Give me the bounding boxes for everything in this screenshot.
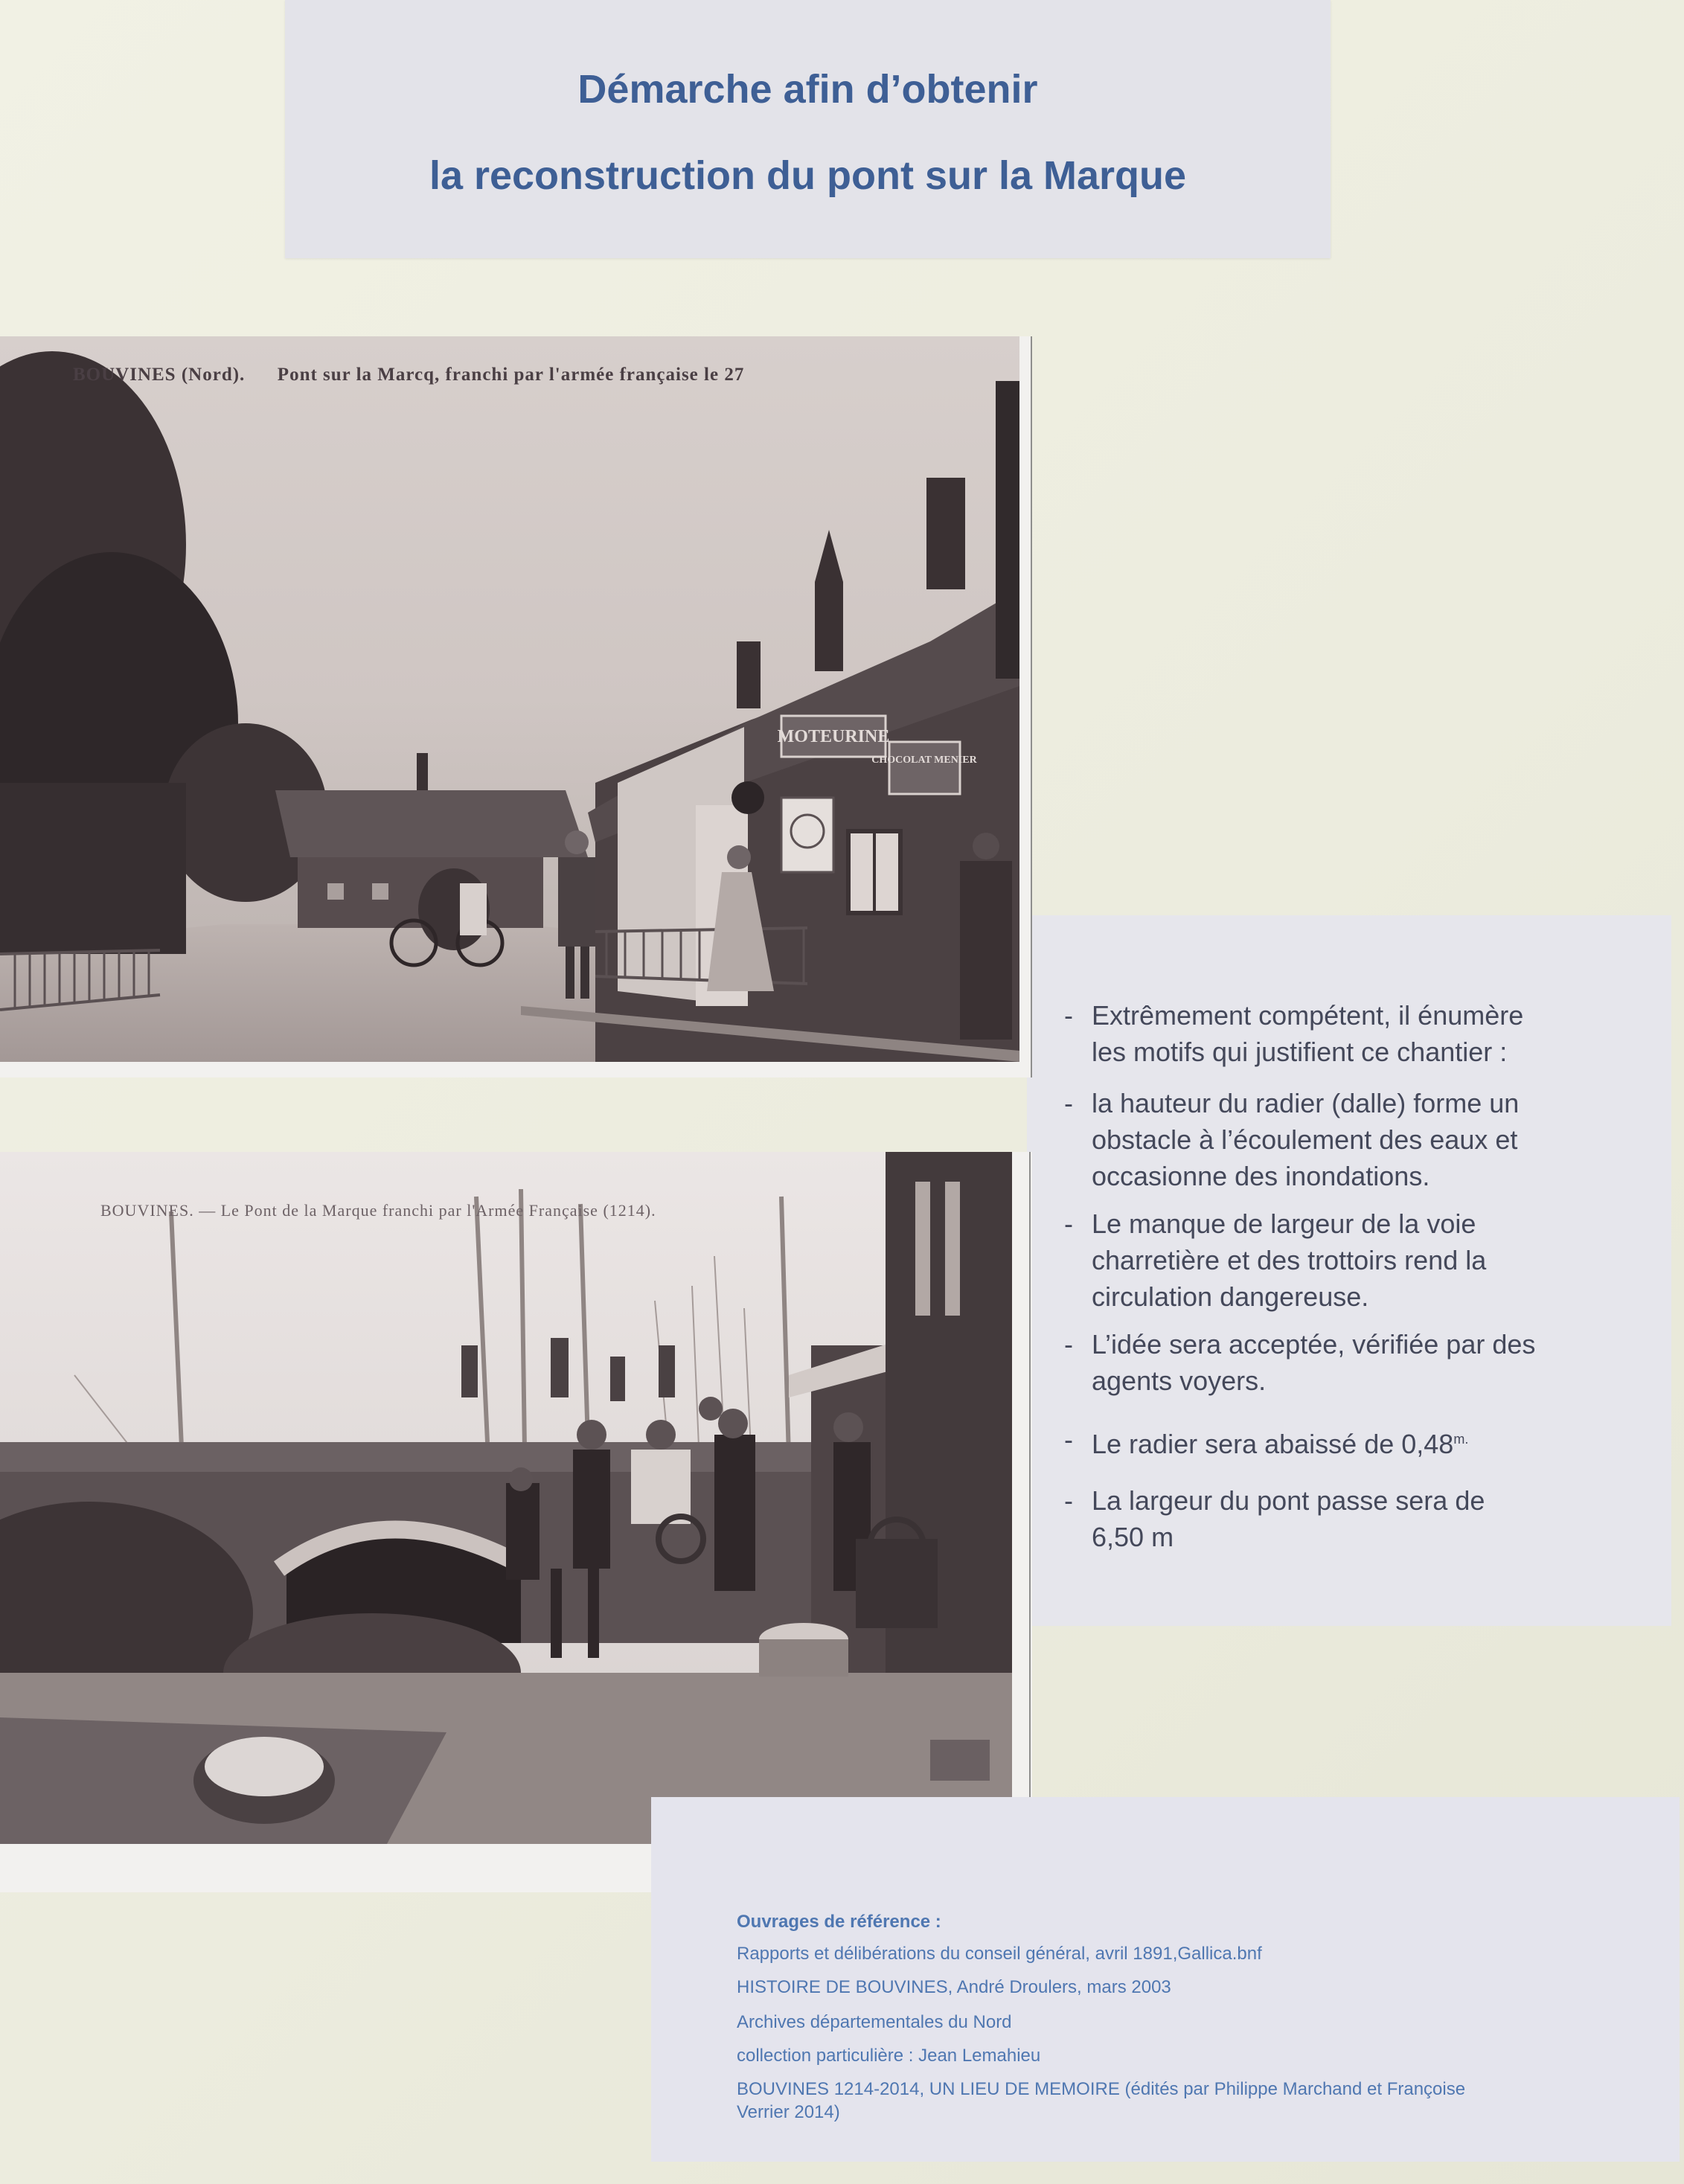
bullet-item-4 — [1064, 1326, 1659, 1399]
bullet-line: charretière et des trottoirs rend la — [1092, 1245, 1487, 1275]
bullet-dash: - — [1064, 1329, 1073, 1360]
bullet-dash: - — [1064, 1000, 1073, 1031]
bridge-scene-image — [0, 1152, 1032, 1892]
title-card — [285, 0, 1331, 258]
title-line-2: la reconstruction du pont sur la Marque — [429, 153, 1187, 198]
bullet-line: la hauteur du radier (dalle) forme un — [1092, 1088, 1520, 1118]
reference-item: collection particulière : Jean Lemahieu — [737, 2046, 1041, 2066]
reference-item: Rapports et délibérations du conseil général, avril 1891,Gallica.bnf — [737, 1944, 1262, 1964]
unit-superscript: m. — [1453, 1432, 1469, 1447]
postcard-photo-bridge — [0, 1152, 1032, 1892]
bullet-item-3 — [1064, 1205, 1659, 1315]
bullet-line: Extrêmement compétent, il énumère — [1092, 1000, 1524, 1031]
bullet-dash: - — [1064, 1208, 1073, 1239]
page-title — [285, 46, 1331, 219]
bullet-line: agents voyers. — [1092, 1365, 1267, 1396]
photo-1-shadow — [1031, 336, 1032, 1077]
bullet-line: circulation dangereuse. — [1092, 1281, 1369, 1312]
bullet-item-2 — [1064, 1085, 1659, 1194]
bullet-line: 6,50 m — [1092, 1522, 1174, 1552]
reference-item: Verrier 2014) — [737, 2102, 840, 2122]
bullet-line: les motifs qui justifient ce chantier : — [1092, 1037, 1508, 1067]
bullet-line: La largeur du pont passe sera de — [1092, 1485, 1485, 1516]
street-scene-image — [0, 336, 1032, 1077]
title-line-1: Démarche afin d’obtenir — [577, 67, 1038, 112]
reference-item: BOUVINES 1214-2014, UN LIEU DE MEMOIRE (édités par Philippe Marchand et Françoise — [737, 2079, 1466, 2099]
bullet-dash: - — [1064, 1424, 1073, 1455]
bullet-dash: - — [1064, 1485, 1073, 1516]
bullet-line: L’idée sera acceptée, vérifiée par des — [1092, 1329, 1536, 1360]
bullet-line: Le radier sera abaissé de 0,48 — [1092, 1429, 1454, 1459]
caption-place: BOUVINES (Nord). — [73, 365, 246, 385]
reference-item: HISTOIRE DE BOUVINES, André Droulers, mars 2003 — [737, 1977, 1171, 1997]
postcard-photo-street — [0, 336, 1032, 1077]
sign-text-chocolat: CHOCOLAT MENIER — [871, 755, 977, 766]
photo-2-shadow — [1029, 1152, 1031, 1881]
sign-text-moteurine: MOTEURINE — [777, 727, 890, 746]
bullet-item-5 — [1064, 1421, 1659, 1462]
bullet-dash: - — [1064, 1088, 1073, 1118]
bullet-item-6 — [1064, 1482, 1659, 1555]
reference-item: Archives départementales du Nord — [737, 2012, 1012, 2032]
references-heading: Ouvrages de référence : — [737, 1912, 941, 1932]
bullet-item-1 — [1064, 997, 1659, 1070]
photo-caption-2: BOUVINES. — Le Pont de la Marque franchi par l'Armée Française (1214). — [100, 1201, 656, 1220]
caption-text: Pont sur la Marcq, franchi par l'armée française le 27 — [277, 365, 745, 385]
photo-caption-1 — [73, 365, 744, 385]
bullet-line: obstacle à l’écoulement des eaux et — [1092, 1124, 1518, 1155]
bullet-line: occasionne des inondations. — [1092, 1161, 1430, 1191]
bullet-line: Le manque de largeur de la voie — [1092, 1208, 1476, 1239]
